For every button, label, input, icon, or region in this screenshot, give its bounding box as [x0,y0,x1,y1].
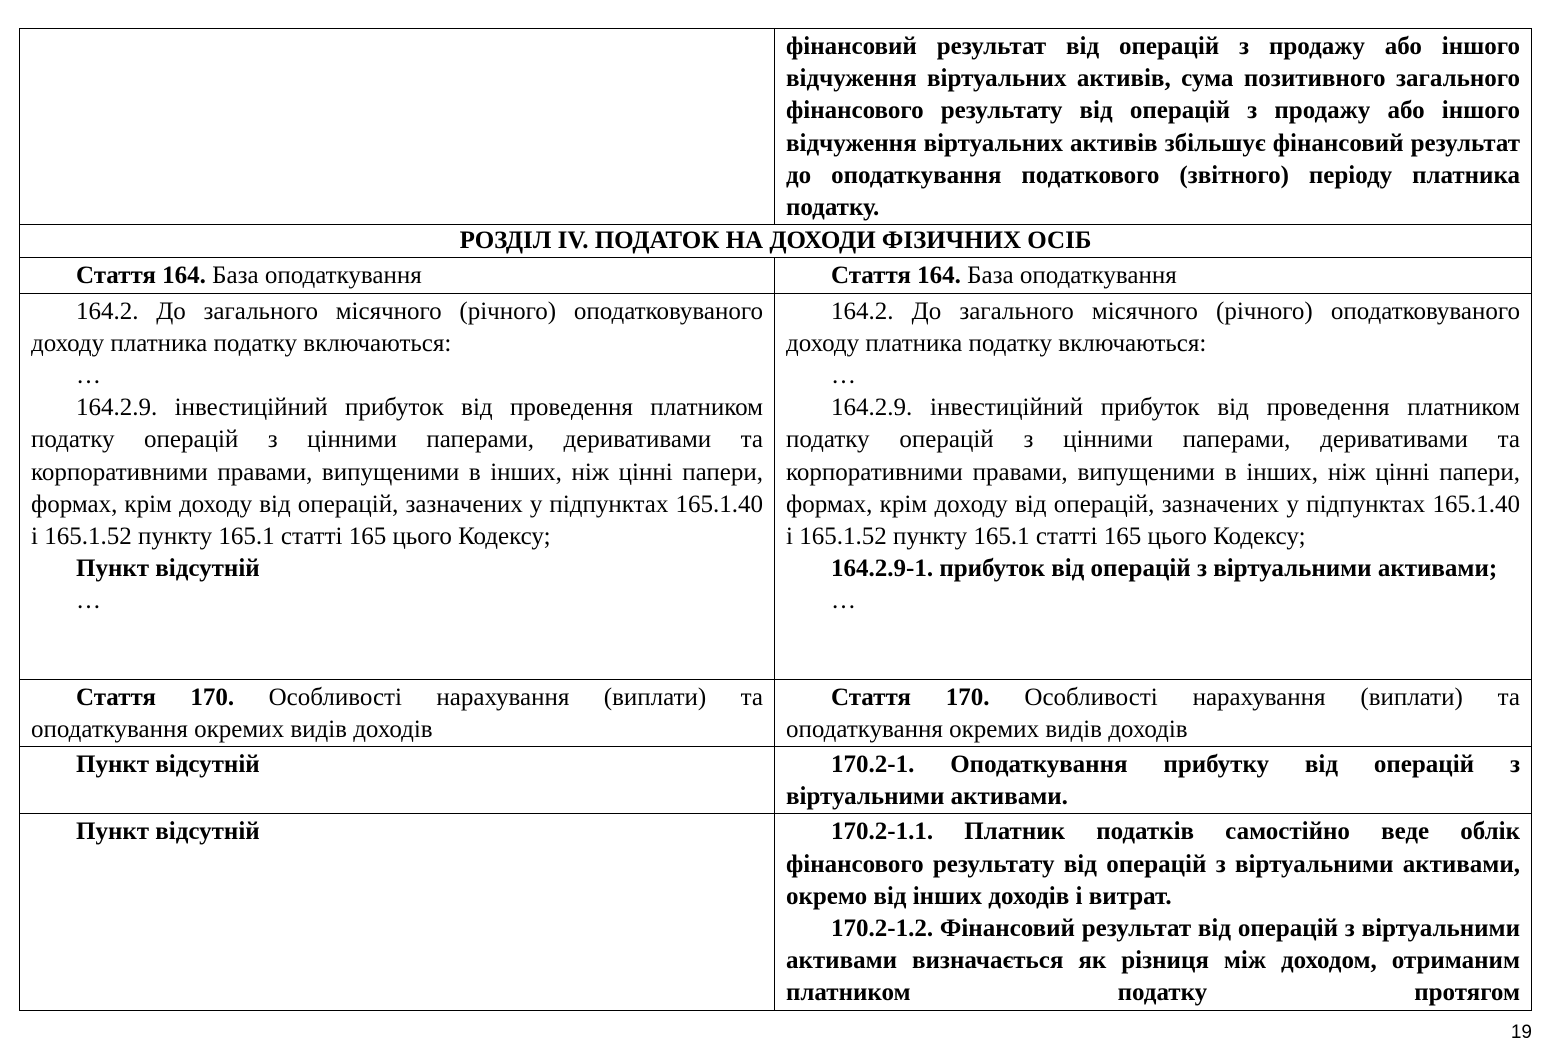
table-row [20,747,1532,814]
ellipsis: … [831,587,856,615]
ellipsis: … [76,362,101,390]
left-cell [20,679,775,746]
article-164-heading-right [786,260,1520,292]
table-row [20,293,1532,679]
article-number: Стаття 164. [831,262,961,290]
page-number: 19 [1510,1022,1532,1043]
ellipsis: … [831,362,856,390]
article-title: База оподаткування [960,262,1177,290]
paragraph-164-2-9: 164.2.9. інвестиційний прибуток від проведення платником податку операцій з цінними паперами, деривативами та корпоративними правами, випущеними в інших, ніж цінні папери, формах, крім доходу від операцій, зазначених у підпунктах 165.1.40 і 165.1.52 пункту 165.1 статті 165 цього Кодексу; [786,394,1520,551]
comparison-table [19,28,1532,1011]
left-cell-empty [20,29,775,225]
right-cell [775,258,1532,293]
ellipsis: … [76,587,101,615]
right-cell [775,747,1532,814]
left-cell [20,258,775,293]
article-170-heading-left [31,682,763,746]
left-cell [20,747,775,814]
left-cell [20,814,775,1010]
paragraph-financial-result: фінансовий результат від операцій з продажу або іншого відчуження віртуальних активів, сума позитивного загального фінансового результату від операцій з продажу або іншого відчуження віртуальних активів збільшує фінансовий результат до оподаткування податкового (звітного) періоду платника податку. [786,33,1520,222]
section-title: РОЗДІЛ IV. ПОДАТОК НА ДОХОДИ ФІЗИЧНИХ ОСІБ [20,225,1532,258]
table-row [20,258,1532,293]
table-row [20,814,1532,1010]
paragraph-170-2-1: 170.2-1. Оподаткування прибутку від операцій з віртуальними активами. [786,751,1520,811]
left-cell [20,293,775,679]
article-number: Стаття 170. [831,683,990,711]
paragraph-170-2-1-2: 170.2-1.2. Фінансовий результат від операцій з віртуальними активами визначається як різниця між доходом, отриманим платником податку протягом [786,915,1520,1007]
absent-item-label: Пункт відсутній [76,818,260,846]
right-cell [775,814,1532,1010]
table-row [20,679,1532,746]
paragraph-164-2-9: 164.2.9. інвестиційний прибуток від проведення платником податку операцій з цінними паперами, деривативами та корпоративними правами, випущеними в інших, ніж цінні папери, формах, крім доходу від операцій, зазначених у підпунктах 165.1.40 і 165.1.52 пункту 165.1 статті 165 цього Кодексу; [31,394,763,551]
absent-item-label: Пункт відсутній [76,751,260,779]
paragraph-164-2-9-1: 164.2.9-1. прибуток від операцій з віртуальними активами; [831,555,1498,583]
paragraph-164-2: 164.2. До загального місячного (річного) оподатковуваного доходу платника податку включаються: [786,297,1520,357]
paragraph-164-2: 164.2. До загального місячного (річного) оподатковуваного доходу платника податку включаються: [31,297,763,357]
article-title: Особливості нарахування (виплати) та оподаткування окремих видів доходів [786,683,1520,743]
article-title: База оподаткування [205,262,422,290]
table-row-section [20,225,1532,258]
right-cell [775,679,1532,746]
article-number: Стаття 170. [76,683,235,711]
right-cell [775,29,1532,225]
article-164-heading-left [31,260,763,292]
right-cell [775,293,1532,679]
paragraph-170-2-1-1: 170.2-1.1. Платник податків самостійно веде облік фінансового результату від операцій з віртуальними активами, окремо від інших доходів і витрат. [786,818,1520,910]
absent-item-label: Пункт відсутній [76,555,260,583]
article-170-heading-right [786,682,1520,746]
article-number: Стаття 164. [76,262,206,290]
article-title: Особливості нарахування (виплати) та оподаткування окремих видів доходів [31,683,764,743]
table-row [20,29,1532,225]
